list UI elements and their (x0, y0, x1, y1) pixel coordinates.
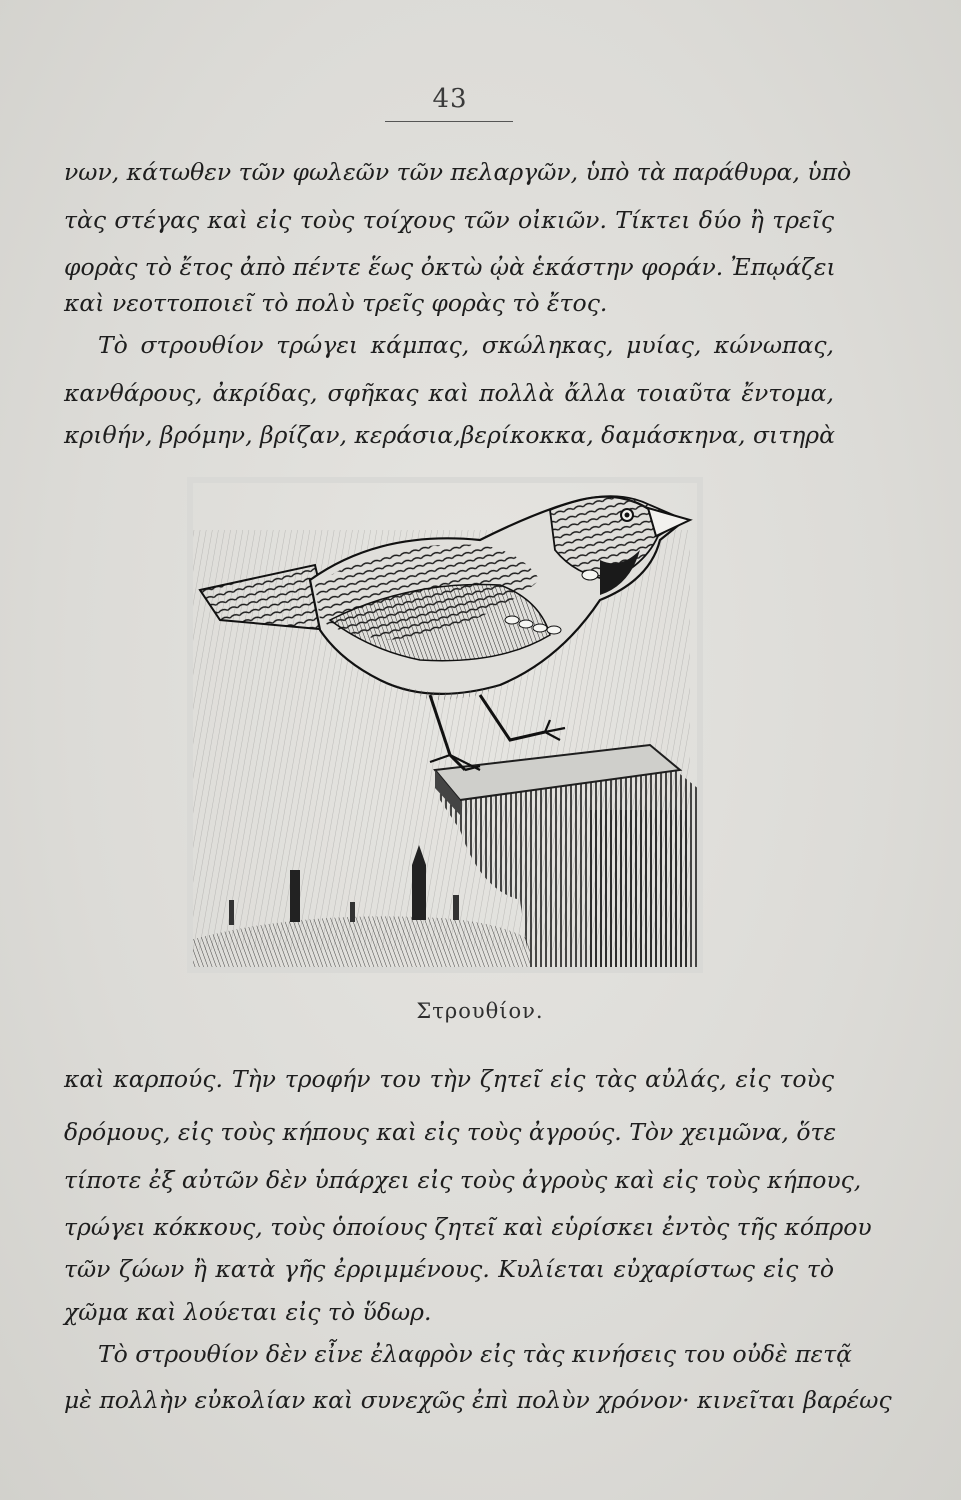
text-line: νων, κάτωθεν τῶν φωλεῶν τῶν πελαργῶν, ὑπὸ τὰ παράθυρα, ὑπὸ (64, 158, 852, 186)
text-line: χῶμα καὶ λούεται εἰς τὸ ὕδωρ. (64, 1298, 432, 1326)
text-line: κριθήν, βρόμην, βρίζαν, κεράσια,βερίκοκκα, δαμάσκηνα, σιτηρὰ (64, 421, 835, 449)
text-line: Τὸ στρουθίον δὲν εἶνε ἐλαφρὸν εἰς τὰς κινήσεις του οὐδὲ πετᾷ (98, 1340, 853, 1368)
text-line: Τὸ στρουθίον τρώγει κάμπας, σκώληκας, μυίας, κώνωπας, (98, 331, 834, 359)
text-line: τίποτε ἐξ αὐτῶν δὲν ὑπάρχει εἰς τοὺς ἀγροὺς καὶ εἰς τοὺς κήπους, (64, 1166, 862, 1194)
text-line: τὰς στέγας καὶ εἰς τοὺς τοίχους τῶν οἰκιῶν. Τίκτει δύο ἢ τρεῖς (64, 206, 834, 234)
page-number: 43 (432, 84, 468, 114)
sparrow-engraving-image (180, 470, 720, 990)
text-line: καὶ καρπούς. Τὴν τροφήν του τὴν ζητεῖ εἰς τὰς αὐλάς, εἰς τοὺς (64, 1065, 834, 1093)
text-line: καὶ νεοττοποιεῖ τὸ πολὺ τρεῖς φορὰς τὸ ἔτος. (64, 289, 608, 317)
text-line: φορὰς τὸ ἔτος ἀπὸ πέντε ἕως ὀκτὼ ᾠὰ ἑκάστην φοράν. Ἐπῳάζει (64, 253, 836, 281)
sparrow-illustration (180, 470, 720, 990)
text-line: κανθάρους, ἀκρίδας, σφῆκας καὶ πολλὰ ἄλλα τοιαῦτα ἔντομα, (64, 379, 834, 407)
text-line: δρόμους, εἰς τοὺς κήπους καὶ εἰς τοὺς ἀγρούς. Τὸν χειμῶνα, ὅτε (64, 1118, 837, 1146)
text-line: μὲ πολλὴν εὐκολίαν καὶ συνεχῶς ἐπὶ πολὺν χρόνον· κινεῖται βαρέως (64, 1386, 892, 1414)
figure-caption: Στρουθίον. (416, 999, 544, 1023)
header-rule (385, 121, 513, 122)
text-line: τῶν ζώων ἢ κατὰ γῆς ἐρριμμένους. Κυλίεται εὐχαρίστως εἰς τὸ (64, 1255, 834, 1283)
text-line: τρώγει κόκκους, τοὺς ὁποίους ζητεῖ καὶ εὑρίσκει ἐντὸς τῆς κόπρου (64, 1213, 872, 1241)
